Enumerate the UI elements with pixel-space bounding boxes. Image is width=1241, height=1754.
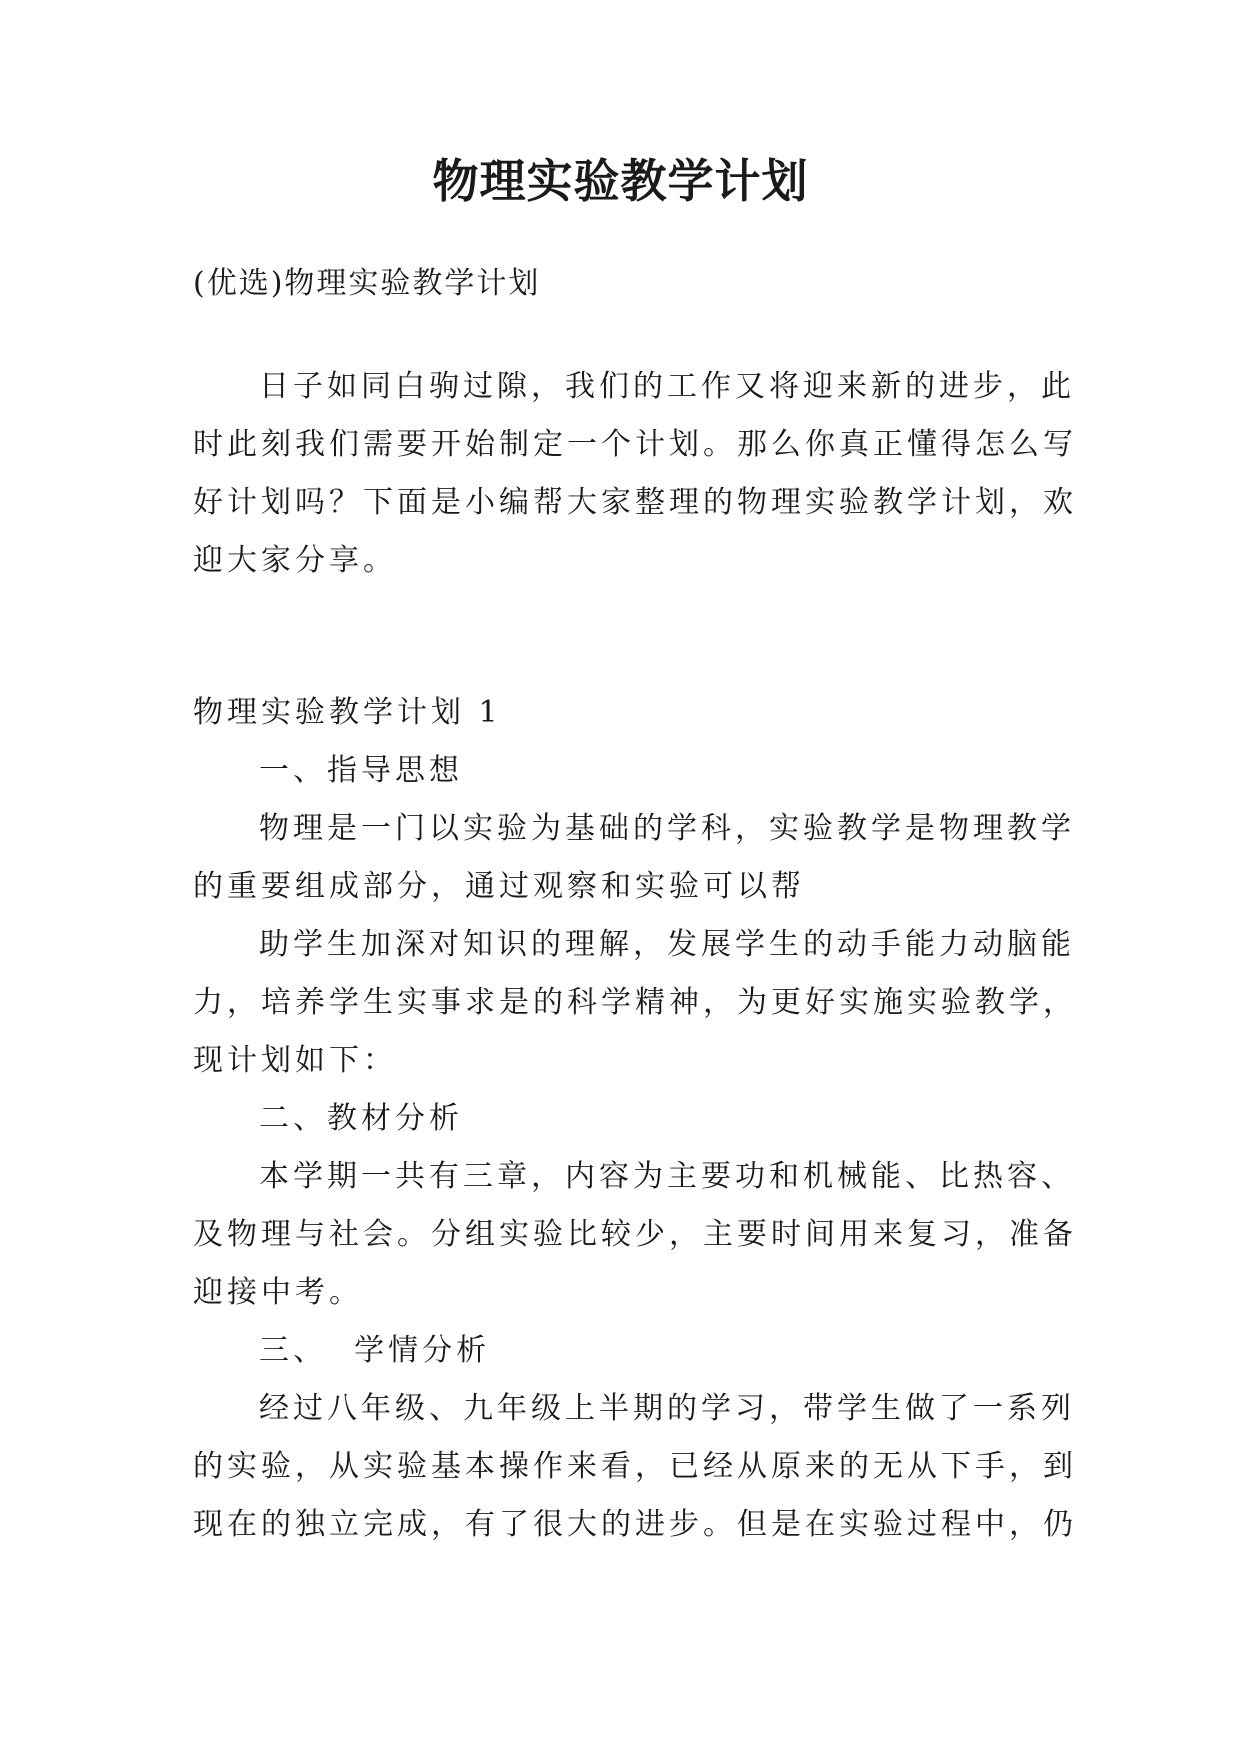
subheading-student-analysis: 三、 学情分析 [259, 1333, 491, 1368]
paragraph-line: 的实验，从实验基本操作来看，已经从原来的无从下手，到 [193, 1449, 1077, 1484]
section-heading: 物理实验教学计划 1 [193, 695, 502, 730]
paragraph-line: 助学生加深对知识的理解，发展学生的动手能力动脑能 [259, 927, 1075, 962]
paragraph-line: 力，培养学生实事求是的科学精神，为更好实施实验教学， [193, 985, 1077, 1020]
paragraph-line: 迎大家分享。 [193, 543, 397, 578]
section-1 [193, 684, 1077, 1554]
paragraph-line: 及物理与社会。分组实验比较少，主要时间用来复习，准备 [193, 1217, 1077, 1252]
paragraph-line: 的重要组成部分，通过观察和实验可以帮 [193, 869, 805, 904]
paragraph-line: 物理是一门以实验为基础的学科，实验教学是物理教学 [259, 811, 1075, 846]
paragraph-line: 好计划吗？下面是小编帮大家整理的物理实验教学计划，欢 [193, 485, 1077, 520]
subheading-textbook-analysis: 二、教材分析 [259, 1101, 463, 1136]
subheading-guiding-ideology: 一、指导思想 [259, 753, 463, 788]
document-subtitle: (优选)物理实验教学计划 [193, 266, 541, 301]
paragraph-line: 迎接中考。 [193, 1275, 363, 1310]
paragraph-line: 日子如同白驹过隙，我们的工作又将迎来新的进步，此 [259, 369, 1075, 404]
intro-paragraph [193, 358, 1077, 590]
paragraph-line: 经过八年级、九年级上半期的学习，带学生做了一系列 [259, 1391, 1075, 1426]
paragraph-line: 现在的独立完成，有了很大的进步。但是在实验过程中，仍 [193, 1507, 1077, 1542]
document-title: 物理实验教学计划 [432, 154, 809, 208]
paragraph-line: 本学期一共有三章，内容为主要功和机械能、比热容、 [259, 1159, 1075, 1194]
paragraph-line: 时此刻我们需要开始制定一个计划。那么你真正懂得怎么写 [193, 427, 1077, 462]
paragraph-line: 现计划如下： [193, 1043, 397, 1078]
